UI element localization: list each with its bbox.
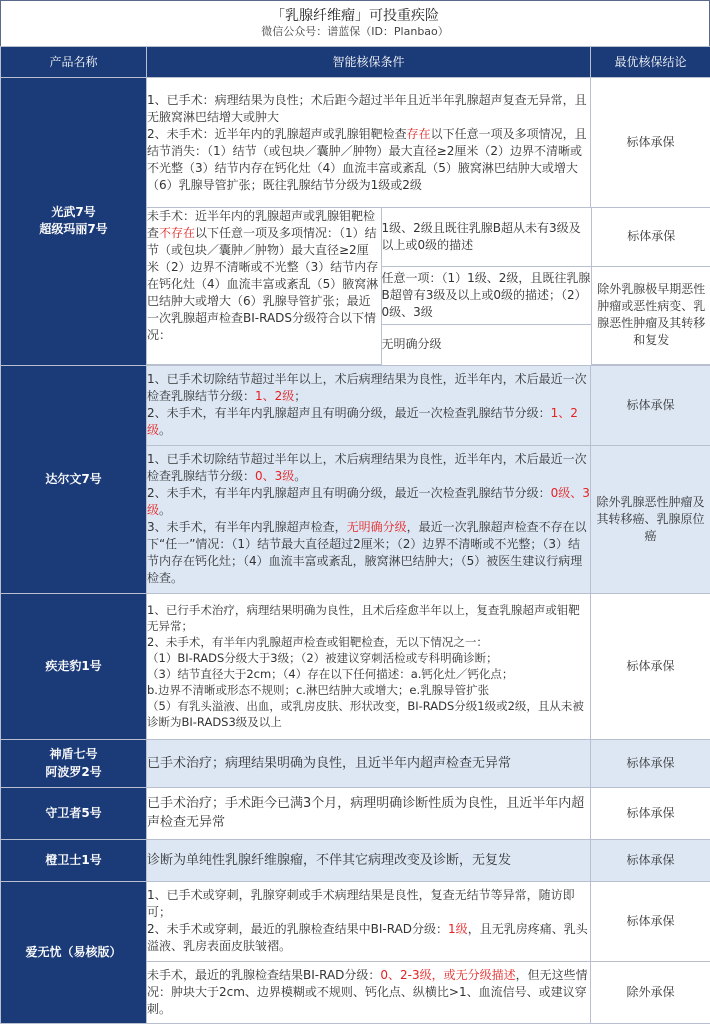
condition-cell — [147, 365, 591, 445]
result-cell: 标体承保 — [591, 78, 710, 208]
product-name-guangwu: 光武7号 超级玛丽7号 — [1, 78, 147, 366]
highlight-text: 无明确分级 — [346, 520, 407, 534]
condition-text: 1、已手术切除结节超过半年以上，术后病理结果为良性，近半年内，术后最近一次检查乳腺结节分级：1、2级； — [147, 372, 587, 403]
condition-cell: 未手术，最近的乳腺检查结果BI-RAD分级：0、2-3级，或无分级描述，但无这些情况：肿块大于2cm、边界模糊或不规则、钙化点、纵横比>1、血流信号、或建议穿刺。 — [147, 961, 591, 1023]
table-row — [1, 78, 710, 208]
highlight-text: 0、2-3级，或无分级描述 — [380, 967, 516, 982]
result-cell: 标体承保 — [591, 208, 710, 266]
header-product: 产品名称 — [1, 47, 147, 78]
condition-cell — [147, 78, 591, 208]
product-name-shouwei: 守卫者5号 — [1, 787, 147, 839]
result-cell: 除外乳腺极早期恶性肿瘤或恶性病变、乳腺恶性肿瘤及其转移和复发 — [591, 266, 710, 364]
condition-text: 1、已手术切除结节超过半年以上，术后病理结果为良性，近半年内，术后最近一次检查乳腺结节分级：0、3级。 — [147, 452, 587, 483]
result-cell: 标体承保 — [591, 787, 710, 839]
condition-cell — [147, 445, 591, 593]
highlight-text: 0级、3级 — [147, 486, 590, 517]
table-row — [1, 739, 710, 787]
title-bar — [0, 0, 710, 47]
product-name-chengwei: 橙卫士1号 — [1, 839, 147, 881]
table-row — [1, 787, 710, 839]
product-name-shendun: 神盾七号 阿波罗2号 — [1, 739, 147, 787]
sub-table — [147, 208, 710, 365]
underwriting-table — [0, 46, 710, 1024]
highlight-text: 不存在 — [159, 226, 196, 240]
result-cell: 标体承保 — [591, 365, 710, 445]
condition-cell: 已手术治疗；手术距今已满3个月，病理明确诊断性质为良性，且近半年内超声检查无异常 — [147, 787, 591, 839]
subcondition-cell: 1级、2级且既往乳腺B超从未有3级及以上或0级的描述 — [381, 208, 591, 266]
result-cell: 标体承保 — [591, 593, 710, 739]
condition-cell: 诊断为单纯性乳腺纤维腺瘤，不伴其它病理改变及诊断，无复发 — [147, 839, 591, 881]
condition-cell: 1、已行手术治疗，病理结果明确为良性，且术后痊愈半年以上，复查乳腺超声或钼靶无异常； 2、未手术，有半年内乳腺超声检查或钼靶检查，无以下情况之一： （1）BI-RADS分级大于3级；（2）被建议穿刺活检或专科明确诊断； （3）结节直径大于2cm；（4）存在以下任何描述：a.钙化灶／钙化点； b.边界不清晰或形态不规则；c.淋巴结肿大或增大；e.乳腺导管扩张 （5）有乳头溢液、出血，或乳房皮肤、形状改变，BI-RADS分级1级或2级，且从未被诊断为BI-RADS3级及以上 — [147, 593, 591, 739]
table-row — [1, 839, 710, 881]
condition-text: 2、未手术：近半年内的乳腺超声或乳腺钼靶检查存在以下任意一项及多项情况，且结节消失：（1）结节（或包块／囊肿／肿物）最大直径≥2厘米（2）边界不清晰或不光整（3）结节内存在钙化灶（4）血流丰富或紊乱（5）腋窝淋巴结肿大或增大（6）乳腺导管扩张；既往乳腺结节分级为1级或2级 — [147, 126, 587, 192]
result-cell: 除外乳腺恶性肿瘤及其转移癌、乳腺原位癌 — [591, 445, 710, 593]
condition-text: 1、已手术或穿刺，乳腺穿刺或手术病理结果是良性，复查无结节等异常，随访即可； — [147, 888, 575, 919]
table-row — [1, 365, 710, 445]
page-subtitle: 微信公众号：谱蓝保（ID：Planbao） — [261, 25, 449, 38]
condition-cell: 未手术：近半年内的乳腺超声或乳腺钼靶检查不存在以下任意一项及多项情况：（1）结节（或包块／囊肿／肿物）最大直径≥2厘米（2）边界不清晰或不光整（3）结节内存在钙化灶（4）血流丰富或紊乱（5）腋窝淋巴结肿大或增大（6）乳腺导管扩张；最近一次乳腺超声检查BI-RADS分级符合以下情况： — [147, 208, 381, 364]
condition-text: 3、未手术，有半年内乳腺超声检查，无明确分级，最近一次乳腺超声检查不存在以下“任一”情况：（1）结节最大直径超过2厘米；（2）边界不清晰或不光整；（3）结节内存在钙化灶；（4）血流丰富或紊乱，腋窝淋巴结肿大；（5）被医生建议行病理检查。 — [147, 520, 587, 585]
condition-cell: 已手术治疗；病理结果明确为良性，且近半年内超声检查无异常 — [147, 739, 591, 787]
table-row — [1, 881, 710, 961]
condition-text: 1、已手术：病理结果为良性；术后距今超过半年且近半年乳腺超声复查无异常，且无腋窝淋巴结增大或肿大 — [147, 92, 587, 124]
condition-text: 2、未手术或穿刺，最近的乳腺检查结果中BI-RAD分级：1级，且无乳房疼痛、乳头溢液、乳房表面皮肤皱褶。 — [147, 922, 588, 953]
subcondition-cell: 任意一项：（1）1级、2级，且既往乳腺B超曾有3级及以上或0级的描述；（2）0级、3级 — [381, 266, 591, 324]
subcondition-cell: 无明确分级 — [381, 324, 591, 364]
result-cell: 标体承保 — [591, 881, 710, 961]
page-title: 「乳腺纤维瘤」可投重疾险 — [271, 8, 439, 24]
table-row — [1, 593, 710, 739]
highlight-text: 存在 — [406, 126, 431, 141]
sub-table-cell — [147, 208, 710, 366]
condition-cell — [147, 881, 591, 961]
condition-text: 2、未手术，有半年内乳腺超声且有明确分级，最近一次检查乳腺结节分级：0级、3级。 — [147, 486, 590, 517]
header-result: 最优核保结论 — [591, 47, 710, 78]
result-cell: 标体承保 — [591, 739, 710, 787]
product-name-jizoubao: 疾走豹1号 — [1, 593, 147, 739]
header-condition: 智能核保条件 — [147, 47, 591, 78]
product-name-darwin: 达尔文7号 — [1, 365, 147, 593]
highlight-text: 1级 — [448, 922, 468, 936]
condition-text: 2、未手术，有半年内乳腺超声且有明确分级，最近一次检查乳腺结节分级：1、2级。 — [147, 406, 578, 437]
highlight-text: 1、2级 — [255, 389, 295, 403]
product-name-aiwuyou: 爱无忧（易核版） — [1, 881, 147, 1023]
highlight-text: 0、3级 — [255, 469, 295, 483]
table-header-row — [1, 47, 710, 78]
result-cell: 除外承保 — [591, 961, 710, 1023]
highlight-text: 1、2级 — [147, 406, 578, 437]
result-cell: 标体承保 — [591, 839, 710, 881]
